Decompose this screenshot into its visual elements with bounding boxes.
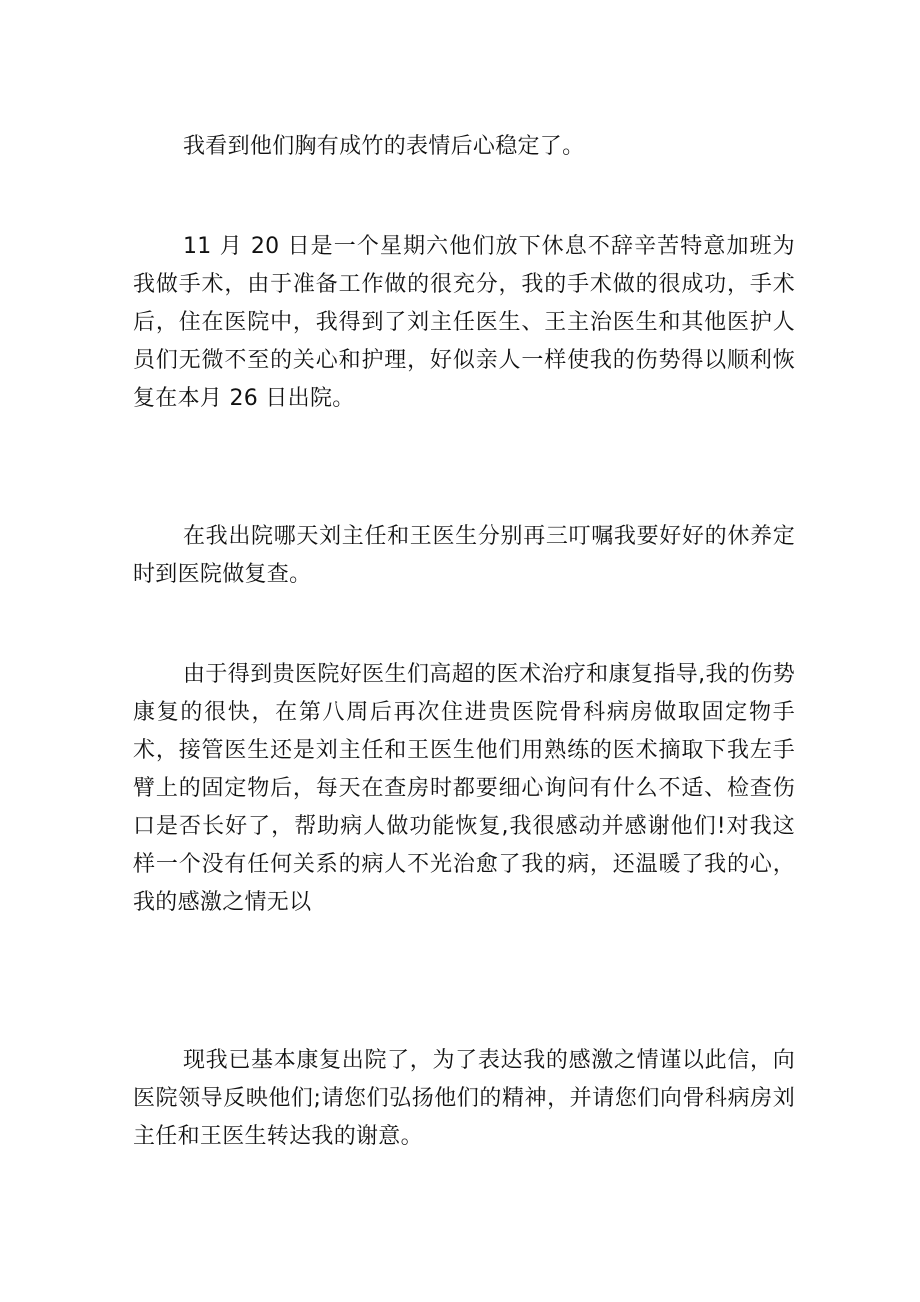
paragraph-5: 现我已基本康复出院了，为了表达我的感激之情谨以此信，向医院领导反映他们;请您们弘扬他们的精神，并请您们向骨科病房刘主任和王医生转达我的谢意。 <box>133 1048 795 1149</box>
paragraph-1: 我看到他们胸有成竹的表情后心稳定了。 <box>183 134 585 159</box>
paragraph-4: 由于得到贵医院好医生们高超的医术治疗和康复指导,我的伤势康复的很快，在第八周后再次住进贵医院骨科病房做取固定物手术，接管医生还是刘主任和王医生他们用熟练的医术摘取下我左手臂上的固定物后，每天在查房时都要细心询问有什么不适、检查伤口是否长好了，帮助病人做功能恢复,我很感动并感谢他们!对我这样一个没有任何关系的病人不光治愈了我的病，还温暖了我的心，我的感激之情无以 <box>133 662 795 915</box>
paragraph-2: 11 月 20 日是一个星期六他们放下休息不辞辛苦特意加班为我做手术，由于准备工作做的很充分，我的手术做的很成功，手术后，住在医院中，我得到了刘主任医生、王主治医生和其他医护人员们无微不至的关心和护理，好似亲人一样使我的伤势得以顺利恢复在本月 26 日出院。 <box>133 234 795 411</box>
paragraph-3: 在我出院哪天刘主任和王医生分别再三叮嘱我要好好的休养定时到医院做复查。 <box>133 524 795 587</box>
